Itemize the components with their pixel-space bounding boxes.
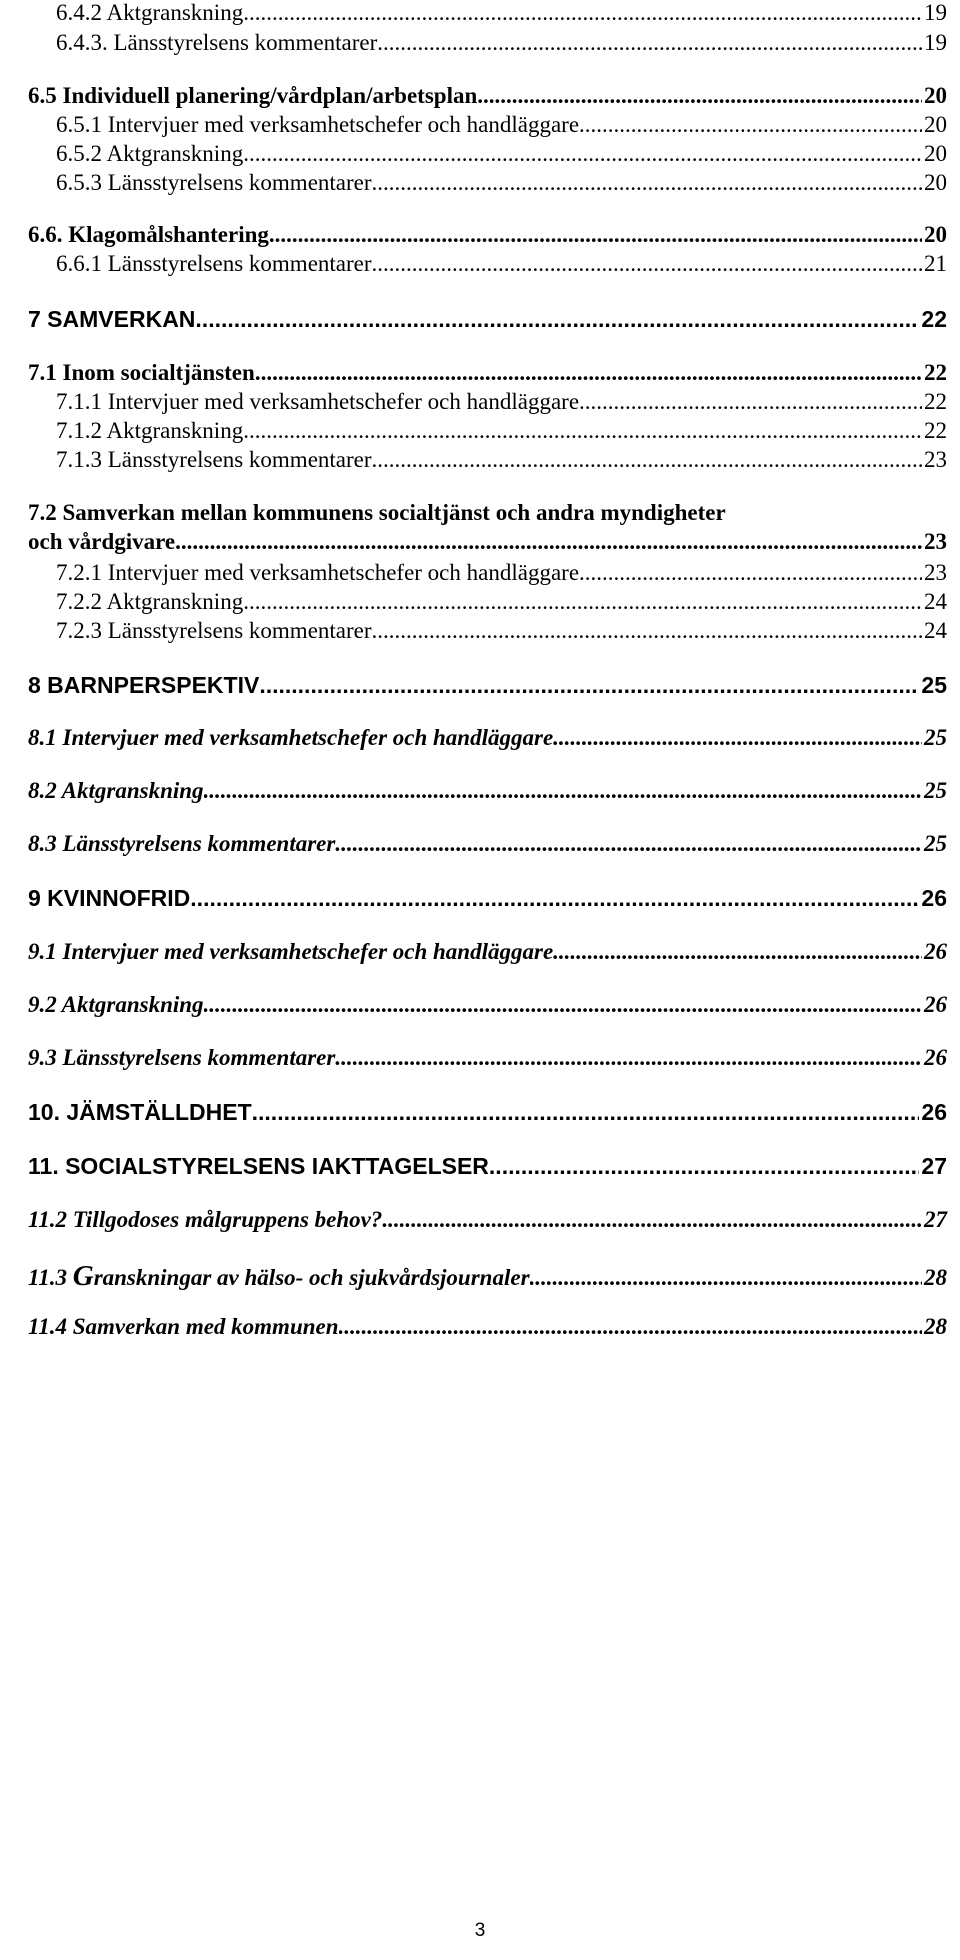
toc-page-number: 27 (921, 1153, 947, 1179)
toc-page-number: 28 (924, 1314, 947, 1339)
dot-leader (259, 672, 919, 699)
toc-page-number: 26 (921, 885, 947, 911)
toc-entry[interactable] (28, 222, 960, 248)
toc-page-number: 19 (924, 30, 947, 55)
dot-leader (243, 589, 922, 615)
toc-entry-title: 7.2.1 Intervjuer med verksamhetschefer och handläggare (56, 560, 580, 585)
toc-entry-title: 7.1 Inom socialtjänsten (28, 360, 255, 385)
toc-entry-title: 6.4.3. Länsstyrelsens kommentarer (56, 30, 378, 55)
dot-leader (243, 0, 922, 26)
dot-leader (204, 778, 922, 804)
toc-page-number: 22 (921, 306, 947, 332)
toc-entry-title: 9.3 Länsstyrelsens kommentarer (28, 1045, 336, 1070)
toc-entry[interactable] (28, 672, 960, 699)
toc-entry-title: 9.1 Intervjuer med verksamhetschefer och handläggare (28, 939, 554, 964)
toc-entry-title: 9 KVINNOFRID (28, 885, 191, 911)
dot-leader (372, 618, 922, 644)
toc-entry[interactable] (28, 30, 960, 56)
toc-entry[interactable] (28, 418, 960, 444)
dot-leader (489, 1153, 919, 1180)
dot-leader (530, 1265, 922, 1291)
toc-entry[interactable] (28, 1099, 960, 1126)
toc-page-number: 25 (924, 831, 947, 856)
toc-page-number: 23 (924, 447, 947, 472)
dot-leader (579, 112, 922, 138)
toc-entry[interactable] (28, 1045, 960, 1071)
toc-entry[interactable] (28, 251, 960, 277)
toc-entry-title: 7.2.2 Aktgranskning (56, 589, 244, 614)
toc-entry-title: 11.4 Samverkan med kommunen (28, 1314, 339, 1339)
toc-entry-title: 6.5.2 Aktgranskning (56, 141, 244, 166)
toc-entry[interactable] (28, 1153, 960, 1180)
toc-entry[interactable] (28, 778, 960, 804)
toc-entry-title: 7 SAMVERKAN (28, 306, 196, 332)
dot-leader (579, 560, 922, 586)
toc-entry-title: 6.5.1 Intervjuer med verksamhetschefer och handläggare (56, 112, 580, 137)
toc-entry[interactable] (28, 885, 960, 912)
toc-entry-title: 8.3 Länsstyrelsens kommentarer (28, 831, 336, 856)
toc-page-number: 24 (924, 618, 947, 643)
toc-page-number: 26 (924, 939, 947, 964)
toc-entry-title: 11. SOCIALSTYRELSENS IAKTTAGELSER (28, 1153, 489, 1179)
toc-entry[interactable] (28, 112, 960, 138)
toc-entry-title: 6.5 Individuell planering/vårdplan/arbetsplan (28, 83, 478, 108)
toc-entry-title: 7.2.3 Länsstyrelsens kommentarer (56, 618, 372, 643)
toc-entry-title: 10. JÄMSTÄLLDHET (28, 1099, 252, 1125)
dot-leader (195, 306, 919, 333)
dot-leader (553, 725, 922, 751)
toc-entry[interactable] (28, 141, 960, 167)
toc-entry-title: 7.1.2 Aktgranskning (56, 418, 244, 443)
dot-leader (252, 1099, 920, 1126)
dot-leader (255, 360, 922, 386)
toc-entry-title-rest: ranskningar av hälso- och sjukvårdsjournaler (93, 1265, 530, 1290)
dot-leader (553, 939, 922, 965)
toc-entry-title: 9.2 Aktgranskning (28, 992, 204, 1017)
dot-leader (175, 529, 922, 555)
toc-entry[interactable] (28, 992, 960, 1018)
toc-entry-title: 6.5.3 Länsstyrelsens kommentarer (56, 170, 372, 195)
toc-page-number: 26 (921, 1099, 947, 1125)
dot-leader (269, 222, 922, 248)
toc-entry[interactable] (28, 360, 960, 386)
dot-leader (339, 1314, 922, 1340)
toc-entry-title: 6.6.1 Länsstyrelsens kommentarer (56, 251, 372, 276)
dot-leader (477, 83, 922, 109)
toc-entry-title: 7.1.1 Intervjuer med verksamhetschefer och handläggare (56, 389, 580, 414)
dot-leader (377, 30, 922, 56)
toc-page-number: 22 (924, 418, 947, 443)
toc-page-number: 25 (924, 778, 947, 803)
toc-page-number: 19 (924, 0, 947, 25)
toc-entry[interactable] (28, 1314, 960, 1340)
dot-leader (372, 170, 922, 196)
toc-entry[interactable] (28, 170, 960, 196)
toc-page-number: 20 (924, 83, 947, 108)
toc-page-number: 20 (924, 112, 947, 137)
toc-entry[interactable] (28, 939, 960, 965)
toc-entry-title: 8.1 Intervjuer med verksamhetschefer och handläggare (28, 725, 554, 750)
toc-entry[interactable] (28, 560, 960, 586)
dot-leader (243, 141, 922, 167)
toc-entry-number: 11.3 (28, 1265, 73, 1290)
dot-leader (335, 1045, 922, 1071)
toc-page-number: 21 (924, 251, 947, 276)
toc-entry-title: 7.2 Samverkan mellan kommunens socialtjänst och andra myndigheter (28, 500, 726, 525)
toc-entry[interactable] (28, 1260, 960, 1293)
toc-page-number: 24 (924, 589, 947, 614)
toc-page-number: 20 (924, 170, 947, 195)
dot-leader (335, 831, 922, 857)
dot-leader (190, 885, 919, 912)
toc-entry[interactable] (28, 589, 960, 615)
toc-entry[interactable] (28, 447, 960, 473)
toc-entry-title (28, 1260, 530, 1293)
toc-page-number: 27 (924, 1207, 947, 1232)
toc-page-number: 25 (921, 672, 947, 698)
toc-entry-title: 8 BARNPERSPEKTIV (28, 672, 260, 698)
toc-page-number: 26 (924, 992, 947, 1017)
page-number: 3 (474, 1920, 486, 1941)
toc-entry[interactable] (28, 500, 960, 555)
toc-entry[interactable] (28, 389, 960, 415)
toc-entry[interactable] (28, 618, 960, 644)
toc-entry-title: 6.6. Klagomålshantering (28, 222, 269, 247)
dot-leader (382, 1207, 922, 1233)
toc-entry-initial: G (72, 1260, 94, 1292)
toc-entry-title: 8.2 Aktgranskning (28, 778, 204, 803)
toc-page-number: 26 (924, 1045, 947, 1070)
toc-entry-title: 11.2 Tillgodoses målgruppens behov? (28, 1207, 383, 1232)
toc-entry[interactable] (28, 1207, 960, 1233)
dot-leader (372, 447, 922, 473)
toc-page-number: 20 (924, 141, 947, 166)
toc-entry[interactable] (28, 831, 960, 857)
toc-entry[interactable] (28, 306, 960, 333)
dot-leader (579, 389, 922, 415)
toc-entry-title-continued: och vårdgivare (28, 529, 176, 554)
toc-page-number: 25 (924, 725, 947, 750)
toc-page-number: 22 (924, 389, 947, 414)
toc-page-number: 23 (924, 560, 947, 585)
toc-entry-title: 7.1.3 Länsstyrelsens kommentarer (56, 447, 372, 472)
toc-entry-title: 6.4.2 Aktgranskning (56, 0, 244, 25)
dot-leader (204, 992, 922, 1018)
toc-page-number: 23 (924, 529, 947, 554)
dot-leader (372, 251, 922, 277)
toc-page-number: 22 (924, 360, 947, 385)
dot-leader (243, 418, 922, 444)
toc-page-number: 20 (924, 222, 947, 247)
toc-entry[interactable] (28, 725, 960, 751)
toc-entry[interactable] (28, 0, 960, 26)
toc-page-number: 28 (924, 1265, 947, 1290)
toc-entry[interactable] (28, 83, 960, 109)
